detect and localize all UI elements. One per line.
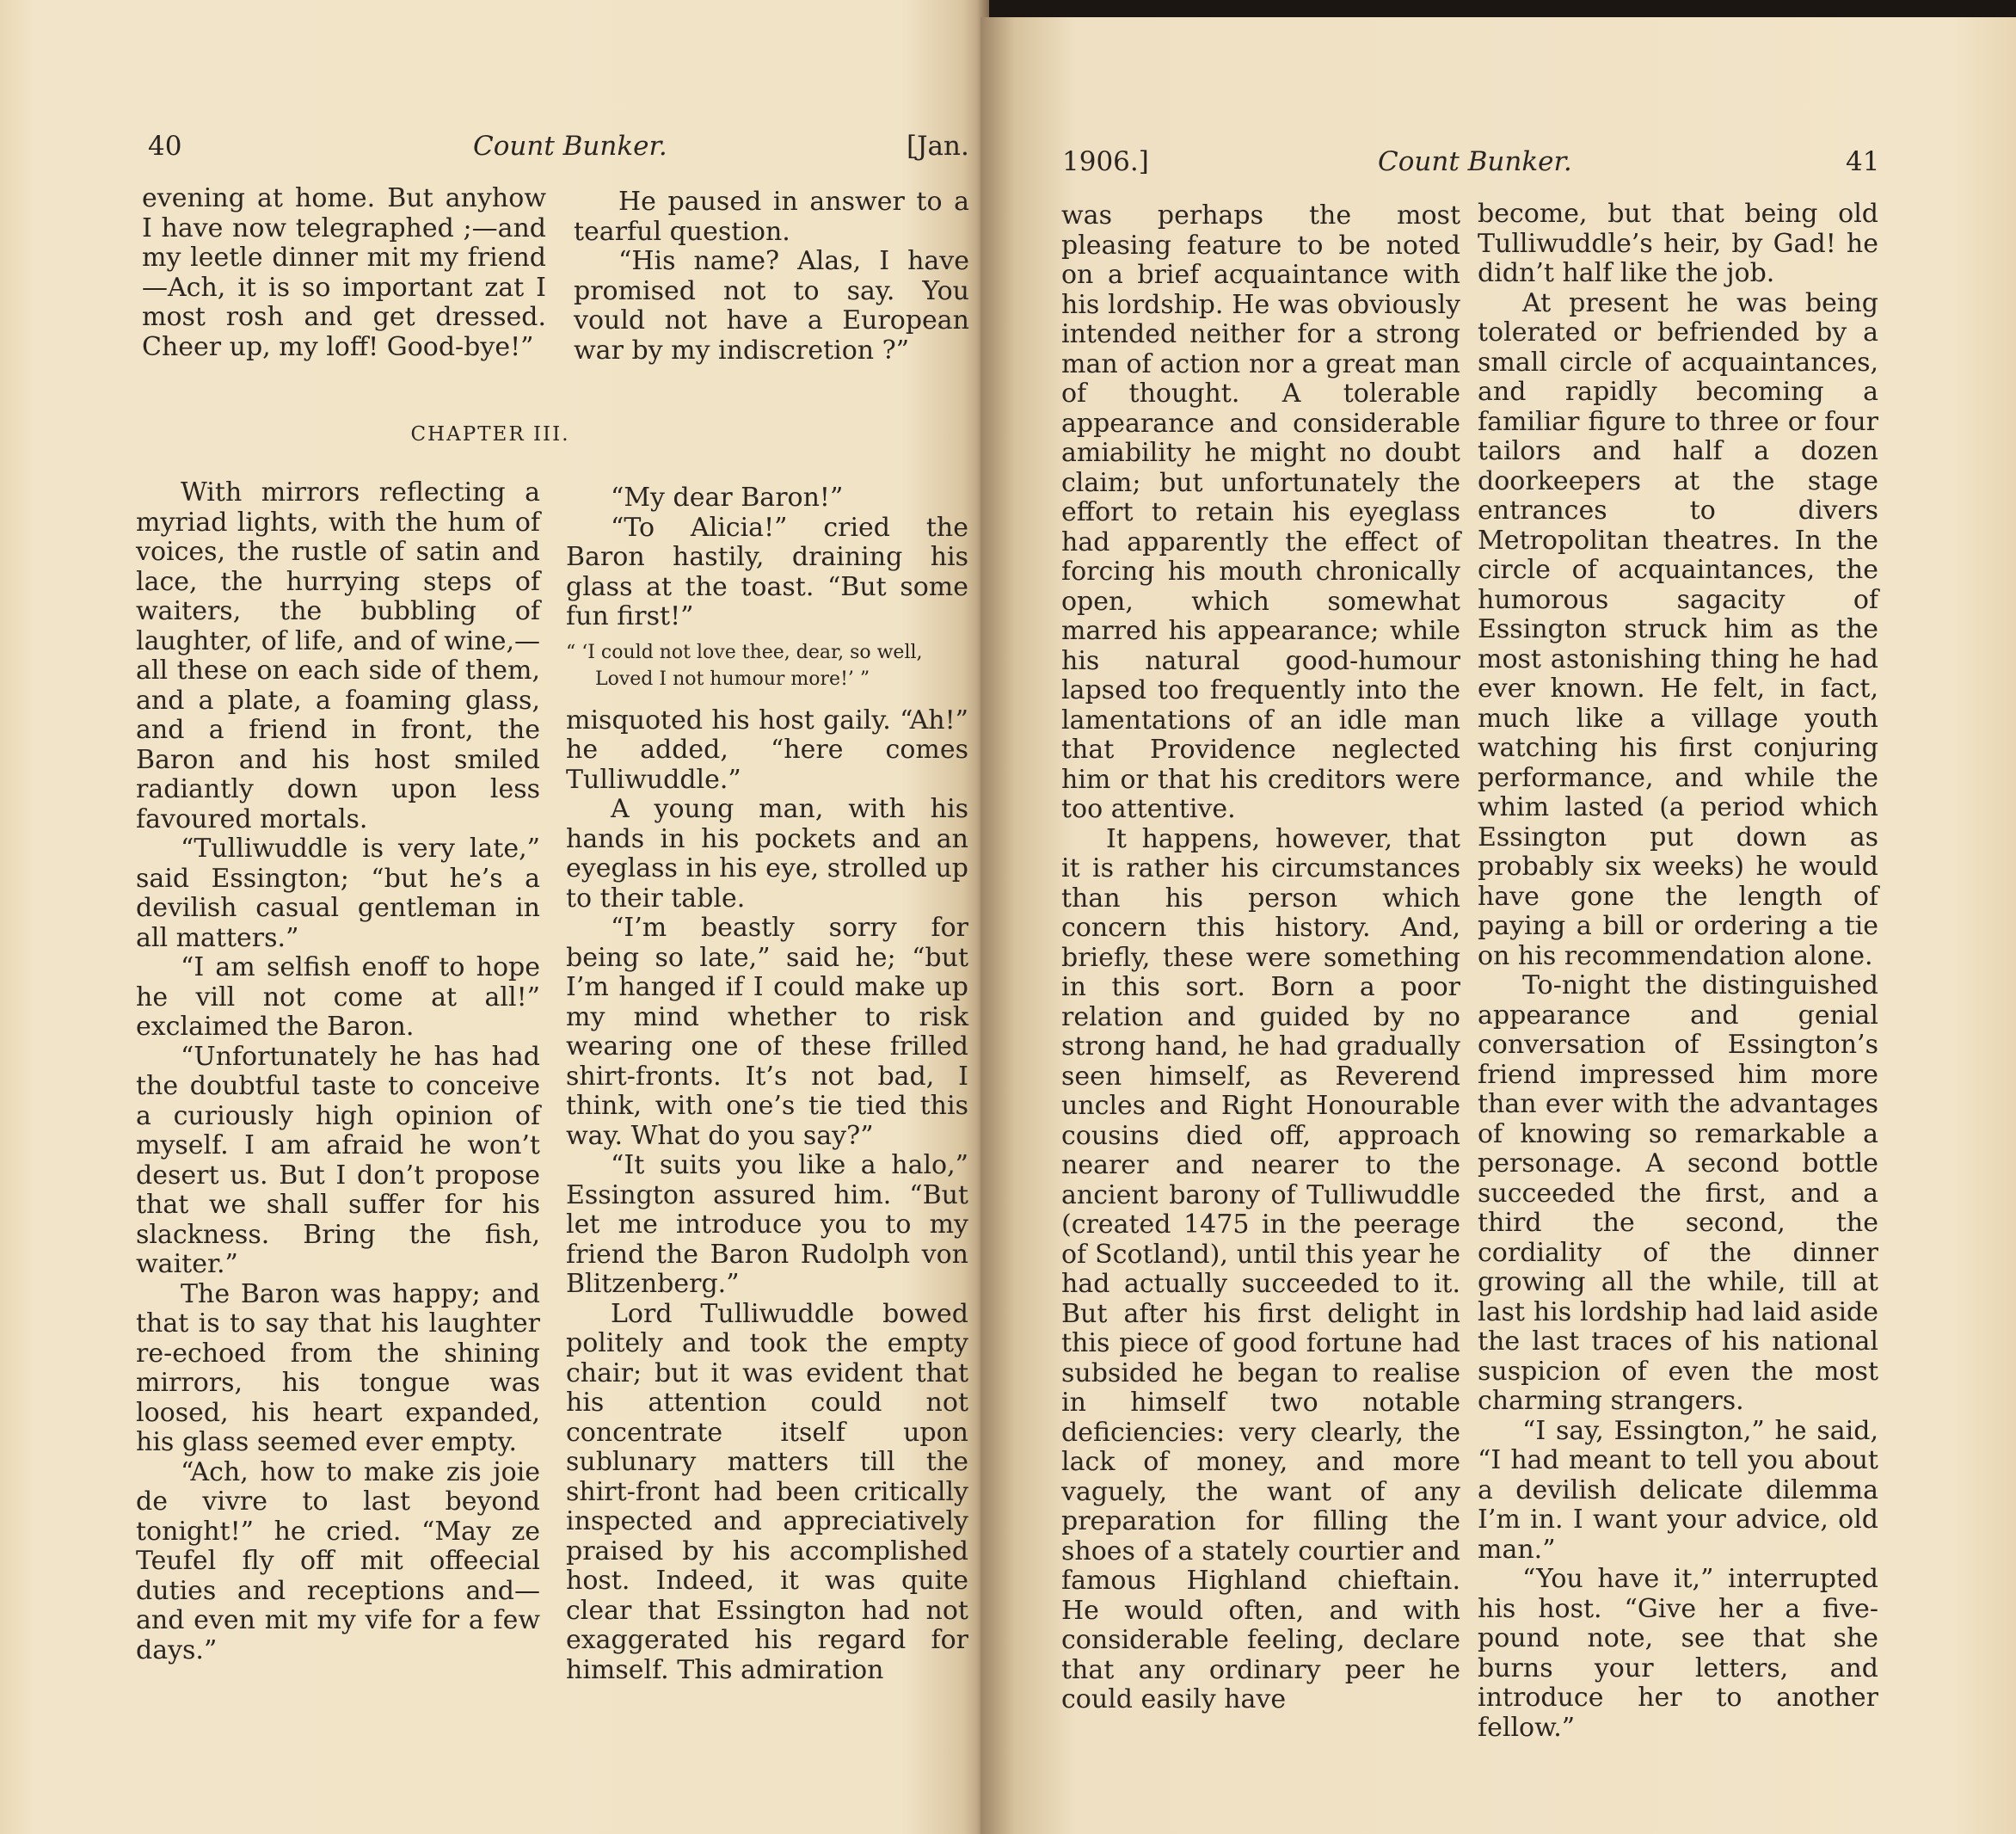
paragraph: With mirrors reflecting a myriad lights, with the hum of voices, the rustle of satin and lace, the hurrying steps of waiters, the bubbling of laughter, of life, and of wine,—all these on each side of them, and a plate, a foaming glass, and a friend in front, the Baron and his host smiled radiantly down upon less favoured mortals. (136, 477, 540, 834)
left-page (0, 0, 989, 1834)
left-date-bracket: [Jan. (907, 131, 969, 162)
paragraph: “His name? Alas, I have promised not to say. You vould not have a European war by my indiscretion ?” (574, 246, 969, 366)
paragraph: “You have it,” interrupted his host. “Give her a five-pound note, see that she burns your letters, and introduce her to another fellow.” (1478, 1564, 1878, 1743)
paragraph: “I am selfish enoff to hope he vill not come at all!” exclaimed the Baron. (136, 952, 540, 1042)
paragraph: misquoted his host gaily. “Ah!” he added, “here comes Tulliwuddle.” (566, 705, 968, 795)
paragraph: He paused in answer to a tearful question. (574, 187, 969, 247)
verse-line: “ ‘I could not love thee, dear, so well, (566, 641, 923, 663)
paragraph: “Unfortunately he has had the doubtful taste to conceive a curiously high opinion of myself. I am afraid he won’t desert us. But I don’t propose that we shall suffer for his slackness. Bring the fish, waiter.” (136, 1041, 540, 1279)
paragraph: “Tulliwuddle is very late,” said Essington; “but he’s a devilish casual gentleman in all matters.” (136, 834, 540, 953)
left-page-header (0, 129, 980, 172)
left-col2-top (574, 188, 969, 366)
paragraph: It happens, however, that it is rather his circumstances than his person which concern this history. And, briefly, these were something in this sort. Born a poor relation and guided by no strong hand, he had gradually seen himself, as Reverend uncles and Right Honourable cousins died off, approach nearer and nearer to the ancient barony of Tulliwuddle (created 1475 in the peerage of Scotland), until this year he had actually succeeded to it. But after his first delight in this piece of good fortune had subsided he began to realise in himself two notable deficiencies: very clearly, the lack of money, and more vaguely, the want of any preparation for filling the shoes of a stately courtier and famous Highland chieftain. He would often, and with considerable feeling, declare that any ordinary peer he could easily have (1061, 823, 1460, 1714)
paragraph: At present he was being tolerated or befriended by a small circle of acquaintances, and rapidly becoming a familiar figure to three or four tailors and half a dozen doorkeepers at the stage entrances to divers Metropolitan theatres. In the circle of acquaintances, the humorous sagacity of Essington struck him as the most astonishing thing he had ever known. He felt, in fact, much like a village youth watching his first conjuring performance, and while the whim lasted (a period which Essington put down as probably six weeks) he would have gone the length of paying a bill or ordering a tie on his recommendation alone. (1478, 287, 1878, 971)
paragraph: A young man, with his hands in his pockets and an eyeglass in his eye, strolled up to their table. (566, 794, 968, 914)
verse-quote (566, 639, 968, 692)
right-col2 (1478, 200, 1878, 1743)
paragraph: evening at home. But anyhow I have now telegraphed ;—and my leetle dinner mit my friend —Ach, it is so important zat I most rosh and get dressed. Cheer up, my loff! Good-bye!” (142, 183, 546, 362)
chapter-heading: CHAPTER III. (410, 423, 570, 446)
right-date-bracket: 1906.] (1062, 146, 1149, 177)
right-running-head: Count Bunker. (1378, 146, 1572, 177)
right-page-number: 41 (1846, 146, 1880, 177)
left-col1-top (142, 184, 546, 362)
paragraph: The Baron was happy; and that is to say that his laughter re-echoed from the shining mirrors, his tongue was loosed, his heart expanded, his glass seemed ever empty. (136, 1278, 540, 1457)
paragraph: Lord Tulliwuddle bowed politely and took the empty chair; but it was evident that his attention could not concentrate itself upon sublunary matters till the shirt-front had been critically inspected and appreciatively praised by his accomplished host. Indeed, it was quite clear that Essington had not exaggerated his regard for himself. This admiration (566, 1298, 968, 1685)
right-col1 (1061, 201, 1460, 1715)
left-col1-bottom (136, 478, 540, 1665)
paragraph: To-night the distinguished appearance and genial conversation of Essington’s friend impressed him more than ever with the advantages of knowing so remarkable a personage. A second bottle succeeded the first, and a third the second, the cordiality of the dinner growing all the while, till at last his lordship had laid aside the last traces of his national suspicion of even the most charming strangers. (1478, 970, 1878, 1416)
paragraph: “I’m beastly sorry for being so late,” said he; “but I’m hanged if I could make up my mind whether to risk wearing one of these frilled shirt-fronts. It’s not bad, I think, with one’s tie tied this way. What do you say?” (566, 913, 968, 1151)
paragraph: was perhaps the most pleasing feature to be noted on a brief acquaintance with his lordship. He was obviously intended neither for a strong man of action nor a great man of thought. A tolerable appearance and considerable amiability he might no doubt claim; but unfortunately the effort to retain his eyeglass had apparently the effect of forcing his mouth chronically open, which somewhat marred his appearance; while his natural good-humour lapsed too frequently into the lamentations of an idle man that Providence neglected him or that his creditors were too attentive. (1061, 200, 1460, 824)
left-col2-bottom (566, 483, 968, 1685)
verse-line: Loved I not humour more!’ ” (595, 668, 870, 690)
paragraph: “To Alicia!” cried the Baron hastily, draining his glass at the toast. “But some fun first!” (566, 512, 968, 631)
right-page-header (980, 145, 2016, 188)
left-page-number: 40 (148, 131, 182, 162)
left-running-head: Count Bunker. (473, 131, 667, 162)
paragraph: “It suits you like a halo,” Essington assured him. “But let me introduce you to my friend the Baron Rudolph von Blitzenberg.” (566, 1150, 968, 1299)
paragraph: “I say, Essington,” he said, “I had meant to tell you about a devilish delicate dilemma I’m in. I want your advice, old man.” (1478, 1415, 1878, 1565)
paragraph: become, but that being old Tulliwuddle’s heir, by Gad! he didn’t half like the job. (1478, 199, 1878, 288)
right-page (980, 17, 2016, 1834)
paragraph: “Ach, how to make zis joie de vivre to last beyond tonight!” he cried. “May ze Teufel fly off mit offeecial duties and receptions and—and even mit my vife for a few days.” (136, 1456, 540, 1665)
paragraph: “My dear Baron!” (611, 483, 844, 513)
